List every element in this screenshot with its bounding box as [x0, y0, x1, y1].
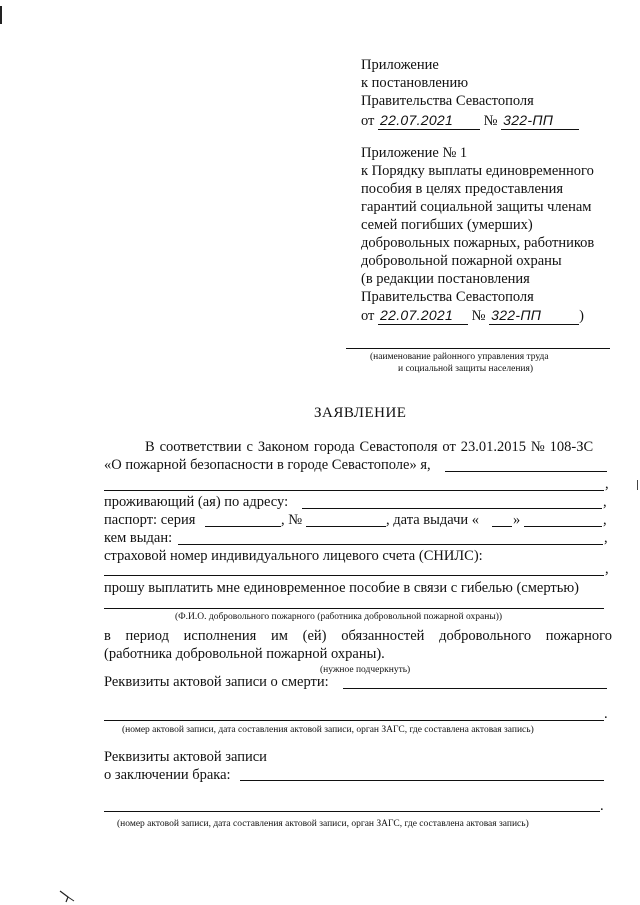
request-line: прошу выплатить мне единовременное пособие в связи с гибелью (смертью) [104, 580, 579, 596]
appendix-number-value: 322-ПП [489, 307, 579, 325]
body-law-line-2: «О пожарной безопасности в городе Севастополе» я, [104, 457, 431, 473]
death-record-field[interactable] [343, 688, 607, 689]
header-number-value: 322-ПП [501, 112, 579, 130]
header-date-value: 22.07.2021 [378, 112, 480, 130]
passport-number-field[interactable] [306, 526, 386, 527]
marriage-record-label-2: о заключении брака: [104, 767, 231, 783]
issued-by-label: кем выдан: [104, 530, 173, 546]
comma-5: , [605, 561, 609, 577]
comma-3: , [603, 512, 607, 528]
appendix-line-9: Правительства Севастополя [361, 289, 534, 305]
issue-day-field[interactable] [492, 526, 512, 527]
issue-month-year-field[interactable] [524, 526, 602, 527]
deceased-name-field[interactable] [104, 608, 604, 609]
comma-1: , [605, 476, 609, 492]
appendix-line-6: добровольных пожарных, работников [361, 235, 595, 251]
appendix-line-4: гарантий социальной защиты членам [361, 199, 592, 215]
appendix-line-7: добровольной пожарной охраны [361, 253, 562, 269]
death-record-field-2[interactable] [104, 720, 604, 721]
address-field[interactable] [302, 508, 602, 509]
snils-field[interactable] [104, 575, 604, 576]
issue-date-quote: » [513, 512, 521, 528]
marriage-record-label-1: Реквизиты актовой записи [104, 749, 267, 765]
appendix-line-3: пособия в целях предоставления [361, 181, 564, 197]
passport-series-label: паспорт: серия [104, 512, 196, 528]
appendix-line-1: Приложение № 1 [361, 145, 468, 161]
document-title: ЗАЯВЛЕНИЕ [314, 405, 407, 421]
comma-4: , [604, 530, 608, 546]
appendix-line-8: (в редакции постановления [361, 271, 530, 287]
death-record-label: Реквизиты актовой записи о смерти: [104, 674, 329, 690]
marriage-record-field[interactable] [240, 780, 604, 781]
department-caption-1: (наименование районного управления труда [370, 352, 549, 362]
issued-by-field[interactable] [178, 544, 603, 545]
passport-number-label: , № [281, 512, 303, 528]
snils-label: страховой номер индивидуального лицевого счета (СНИЛС): [104, 548, 483, 564]
marriage-record-field-2[interactable] [104, 811, 600, 812]
appendix-date-line: от 22.07.2021 № 322-ПП ) [361, 307, 584, 324]
period-line-1: в период исполнения им (ей) обязанностей добровольного пожарного [104, 628, 612, 644]
death-record-caption: (номер актовой записи, дата составления актовой записи, орган ЗАГС, где составлена актовая запись) [122, 725, 534, 735]
applicant-name-field[interactable] [445, 471, 607, 472]
header-appendix: Приложение [361, 57, 439, 73]
period-line-2: (работника добровольной пожарной охраны). [104, 646, 385, 662]
passport-series-field[interactable] [205, 526, 281, 527]
body-law-line: В соответствии с Законом города Севастополя от 23.01.2015 № 108-ЗС [145, 439, 594, 455]
comma-2: , [603, 494, 607, 510]
issue-date-label: , дата выдачи « [386, 512, 480, 528]
scan-mark-top-left [0, 6, 2, 24]
header-to-resolution: к постановлению [361, 75, 469, 91]
deceased-name-caption: (Ф.И.О. добровольного пожарного (работника добровольной пожарной охраны)) [175, 612, 503, 622]
department-field[interactable] [346, 348, 610, 349]
underline-caption: (нужное подчеркнуть) [320, 665, 411, 675]
period-2: . [600, 798, 604, 814]
marriage-record-caption: (номер актовой записи, дата составления актовой записи, орган ЗАГС, где составлена актовая запись) [117, 819, 529, 829]
appendix-line-2: к Порядку выплаты единовременного [361, 163, 594, 179]
address-label: проживающий (ая) по адресу: [104, 494, 289, 510]
department-caption-2: и социальной защиты населения) [398, 364, 534, 374]
header-government: Правительства Севастополя [361, 93, 534, 109]
appendix-date-value: 22.07.2021 [378, 307, 468, 325]
applicant-name-field-2[interactable] [104, 490, 604, 491]
scan-scribble [58, 888, 80, 904]
header-date-line: от 22.07.2021 № 322-ПП [361, 112, 579, 130]
scan-mark-right [637, 480, 638, 490]
period-1: . [604, 706, 608, 722]
appendix-line-5: семей погибших (умерших) [361, 217, 533, 233]
